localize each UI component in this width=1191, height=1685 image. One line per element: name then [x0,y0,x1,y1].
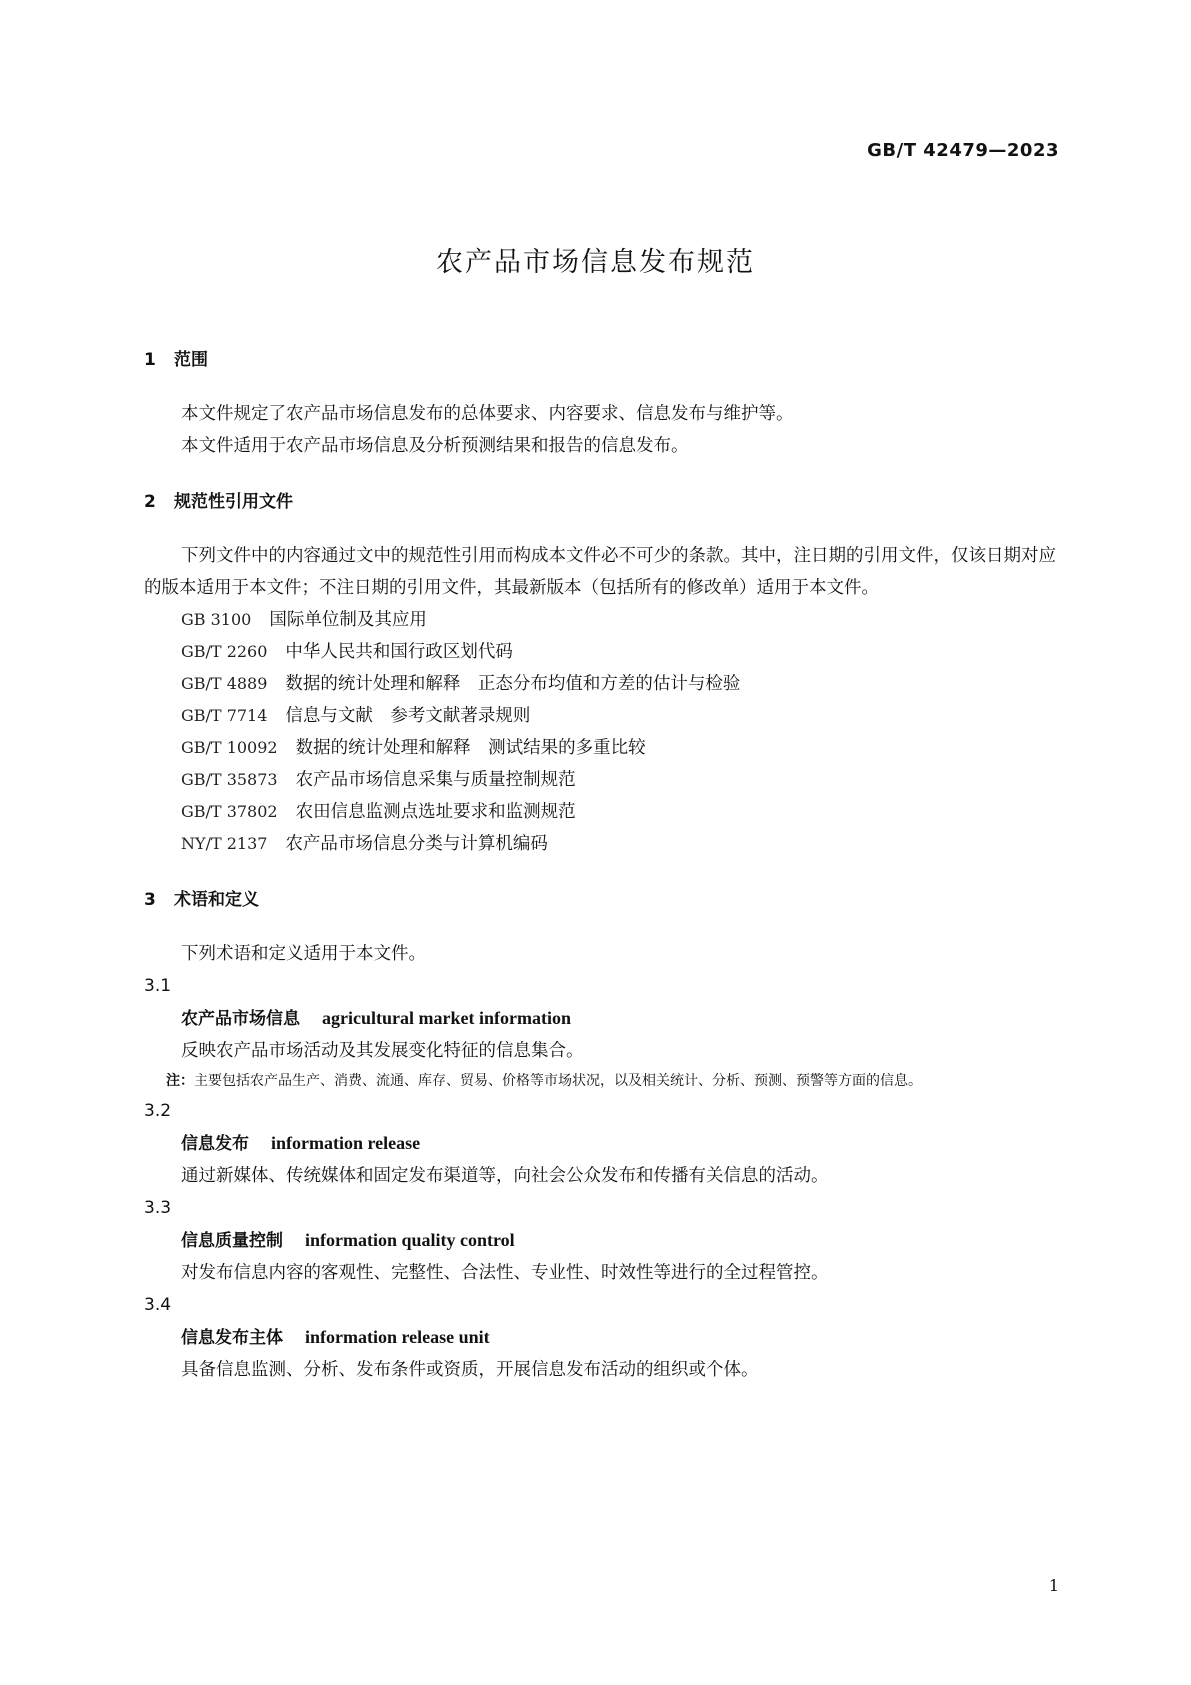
reference-code: GB/T 35873 [181,770,278,789]
term-note [144,1067,1059,1095]
section-title: 范围 [174,350,208,370]
term-entry [144,1289,1059,1386]
term-definition: 对发布信息内容的客观性、完整性、合法性、专业性、时效性等进行的全过程管控。 [181,1263,829,1283]
term-definition: 通过新媒体、传统媒体和固定发布渠道等，向社会公众发布和传播有关信息的活动。 [181,1166,829,1186]
term-name-zh: 信息发布 [181,1134,249,1154]
term-name-en: information release unit [305,1327,490,1347]
term-definition: 具备信息监测、分析、发布条件或资质，开展信息发布活动的组织或个体。 [181,1360,759,1380]
reference-item [144,604,1059,636]
reference-code: GB/T 4889 [181,674,268,693]
references-intro-paragraph: 下列文件中的内容通过文中的规范性引用而构成本文件必不可少的条款。其中，注日期的引用文件，仅该日期对应的版本适用于本文件；不注日期的引用文件，其最新版本（包括所有的修改单）适用于本文件。 [144,546,1056,598]
term-name-zh: 农产品市场信息 [181,1009,300,1029]
reference-item [144,764,1059,796]
term-definition: 反映农产品市场活动及其发展变化特征的信息集合。 [181,1041,584,1061]
reference-item [144,636,1059,668]
scope-paragraph: 本文件规定了农产品市场信息发布的总体要求、内容要求、信息发布与维护等。 [181,404,794,424]
reference-code: GB/T 7714 [181,706,268,725]
reference-title: 数据的统计处理和解释 测试结果的多重比较 [295,738,646,758]
reference-code: GB/T 10092 [181,738,278,757]
note-text: 主要包括农产品生产、消费、流通、库存、贸易、价格等市场状况，以及相关统计、分析、预测、预警等方面的信息。 [194,1073,922,1089]
document-title: 农产品市场信息发布规范 [436,247,755,278]
document-body [144,344,1059,1386]
term-name [144,1321,1059,1354]
section-number: 2 [144,492,156,512]
reference-item [144,796,1059,828]
term-entry [144,1095,1059,1192]
term-name [144,1224,1059,1257]
reference-title: 信息与文献 参考文献著录规则 [285,706,531,726]
reference-title: 农田信息监测点选址要求和监测规范 [295,802,576,822]
reference-item [144,668,1059,700]
reference-item [144,700,1059,732]
term-name-zh: 信息发布主体 [181,1328,283,1348]
scope-paragraph: 本文件适用于农产品市场信息及分析预测结果和报告的信息发布。 [181,436,689,456]
section-title: 术语和定义 [174,890,259,910]
reference-code: GB 3100 [181,610,252,629]
section-heading-scope [144,344,1059,376]
reference-title: 数据的统计处理和解释 正态分布均值和方差的估计与检验 [285,674,741,694]
term-entry [144,970,1059,1095]
term-number: 3.4 [144,1295,172,1315]
page-number: 1 [1048,1576,1059,1595]
term-name-zh: 信息质量控制 [181,1231,283,1251]
reference-code: NY/T 2137 [181,834,268,853]
reference-title: 中华人民共和国行政区划代码 [285,642,513,662]
reference-code: GB/T 37802 [181,802,278,821]
standard-code: GB/T 42479—2023 [867,140,1059,161]
term-name [144,1127,1059,1160]
reference-title: 农产品市场信息分类与计算机编码 [285,834,548,854]
section-number: 1 [144,350,156,370]
term-entry [144,1192,1059,1289]
term-number: 3.2 [144,1101,172,1121]
reference-title: 国际单位制及其应用 [269,610,427,630]
reference-code: GB/T 2260 [181,642,268,661]
reference-item [144,732,1059,764]
reference-item [144,828,1059,860]
reference-list [144,604,1059,860]
note-label: 注： [166,1073,194,1089]
section-title: 规范性引用文件 [174,492,293,512]
term-number: 3.3 [144,1198,172,1218]
term-number: 3.1 [144,976,172,996]
reference-title: 农产品市场信息采集与质量控制规范 [295,770,576,790]
term-name-en: information release [271,1133,421,1153]
term-name-en: information quality control [305,1230,515,1250]
section-heading-normative-references [144,486,1059,518]
terms-intro-paragraph: 下列术语和定义适用于本文件。 [181,944,426,964]
section-number: 3 [144,890,156,910]
term-name-en: agricultural market information [322,1008,571,1028]
term-name [144,1002,1059,1035]
section-heading-terms-definitions [144,884,1059,916]
